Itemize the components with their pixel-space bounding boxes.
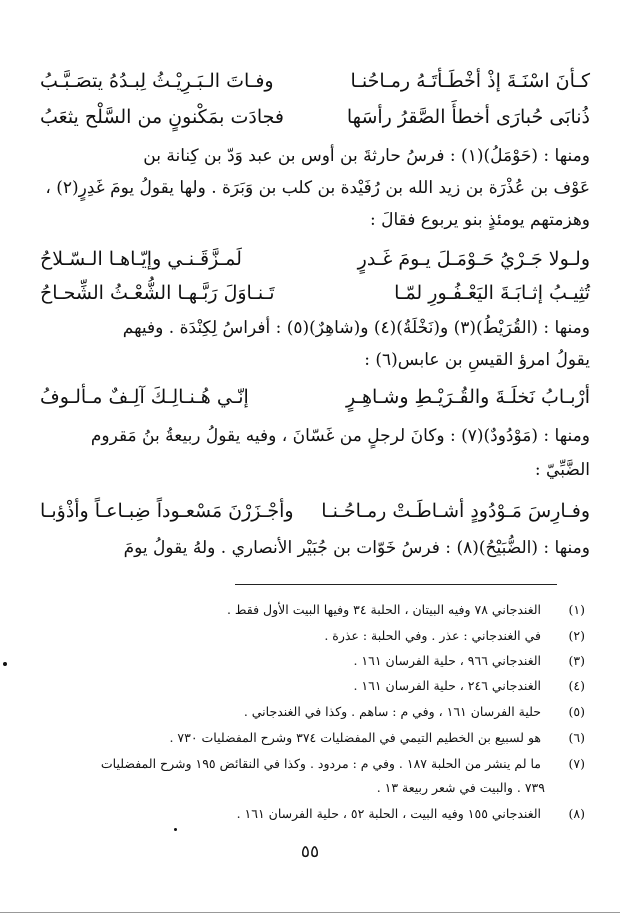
footnote-4 [353,678,585,693]
paragraph-2-line-2: يقولُ امرؤ القيسِ بن عابس(٦) : [364,350,590,370]
footnote-text: الغندجاني ٢٤٦ ، حلية الفرسان ١٦١ . [353,678,542,693]
footnote-text: ما لم ينشر من الحلبة ١٨٧ . وفي م : مردود . وكذا في النقائض ١٩٥ وشرح المفضليات [100,756,542,771]
footnote-number: (٣) [568,653,585,668]
print-speck [3,662,7,666]
footnote-text: الغندجاني ١٥٥ وفيه البيت ، الحلبة ٥٢ ، حلية الفرسان ١٦١ . [236,806,542,821]
paragraph-1-line-1: ومنها : (حَوْمَلُ)(١) : فرسُ حارثةَ بن أوس بن عبد وَدّ بن كِنانة بن [143,146,590,166]
footnote-number: (٥) [568,704,585,719]
footnote-text: حلية الفرسان ١٦١ ، وفي م : ساهم . وكذا في الغندجاني . [243,704,542,719]
verse-1-left-hemistich: وفـاتَ الـبَـرِيْـثُ لِبـدُهُ يتصَـبَّـبُ [40,70,274,92]
bottom-edge-line [0,912,620,913]
verse-4-right-hemistich: تُثِيـبُ إثـابَـةَ اليَعْـفُـورِ لمّـا [394,282,590,304]
footnote-number: (٨) [568,806,585,821]
paragraph-1-line-3: وهزمتهم يومئذٍ بنو يربوع فقالَ : [369,210,590,230]
verse-5-right-hemistich: أرْبـابُ نَخلَـةَ والقُـرَيْـطِ وشـاهِـرٍ [345,386,590,408]
footnote-3 [353,653,585,668]
page-number: ٥٥ [300,842,320,862]
paragraph-3-line-2: الضَّبِّيّ : [534,460,590,480]
footnote-separator [235,584,557,585]
footnote-2 [324,628,585,643]
footnote-number: (١) [568,602,585,617]
footnote-number: (٧) [568,756,585,771]
verse-3-right-hemistich: ولـولا جَـرْيُ حَـوْمَـلَ يـومَ غَـدرٍ [357,248,590,270]
footnote-number: (٦) [568,730,585,745]
paragraph-4-line-1: ومنها : (الضُّبَيْحُ)(٨) : فرسُ خَوّات بن جُبَيْر الأنصاري . ولهُ يقولُ يومَ [123,538,590,558]
verse-3-left-hemistich: لَمـزَّقَـنـي وإيّـاهـا الـسّـلاحُ [40,248,242,270]
paragraph-1-line-2: عَوْف بن عُذْرَة بن زيد الله بن رُفَيْدة بن كلب بن وَبَرَة . ولها يقولُ يومَ غَدِرٍ(٢) ، [45,178,590,198]
footnote-1 [227,602,585,617]
footnote-number: (٢) [568,628,585,643]
verse-1-right-hemistich: كـأنَ اسْنَـةَ إذْ أخْطَـأتَـهُ رمـاحُنـا [350,70,590,92]
verse-6-left-hemistich: وأجْـزَرْنَ مَسْعـوداً ضِبـاعـاً وأذْؤبـا [40,500,294,522]
footnote-number: (٤) [568,678,585,693]
paragraph-3-line-1: ومنها : (مَوْدُودٌ)(٧) : وكانَ لرجلٍ من غَسّانَ ، وفيه يقولُ ربيعةُ بنُ مَقروم [90,426,590,446]
verse-2-left-hemistich: فجادَت بمَكْنونٍ من السَّلْح يثعَبُ [40,106,284,128]
footnote-text: الغندجاني ٩٦٦ ، حلية الفرسان ١٦١ . [353,653,542,668]
paragraph-2-line-1: ومنها : (القُرَيْطُ)(٣) و(نَخْلَةُ)(٤) و(شاهِرٌ)(٥) : أفراسُ لِكِنْدَة . وفيهم [122,318,590,338]
verse-4-left-hemistich: تَـنـاوَلَ رَبَّـهـا الشُّعْـثُ الشِّحـاحُ [40,282,275,304]
footnote-7 [101,756,585,771]
footnote-text: الغندجاني ٧٨ وفيه البيتان ، الحلبة ٣٤ وفيها البيت الأول فقط . [226,602,542,617]
footnote-6 [169,730,585,745]
verse-5-left-hemistich: إنّـي هُـنـالِـكَ آلِـفٌ مـألـوفُ [40,386,249,408]
footnote-text: هو لسبيع بن الخطيم التيمي في المفضليات ٣٧٤ وشرح المفضليات ٧٣٠ . [169,730,542,745]
footnote-text: في الغندجاني : عذر . وفي الحلبة : عذرة . [324,628,542,643]
print-speck [174,828,177,831]
verse-6-right-hemistich: وفـارِسَ مَـوْدُودٍ أشـاطَـتْ رمـاحُـنـا [321,500,590,522]
verse-2-right-hemistich: ذُنابَى حُبارَى أخطأَ الصَّقرُ رأسَها [346,106,590,128]
footnote-8 [237,806,585,821]
footnote-7-continuation: ٧٣٩ . والبيت في شعر ربيعة ١٣ . [376,780,545,795]
footnote-5 [244,704,585,719]
